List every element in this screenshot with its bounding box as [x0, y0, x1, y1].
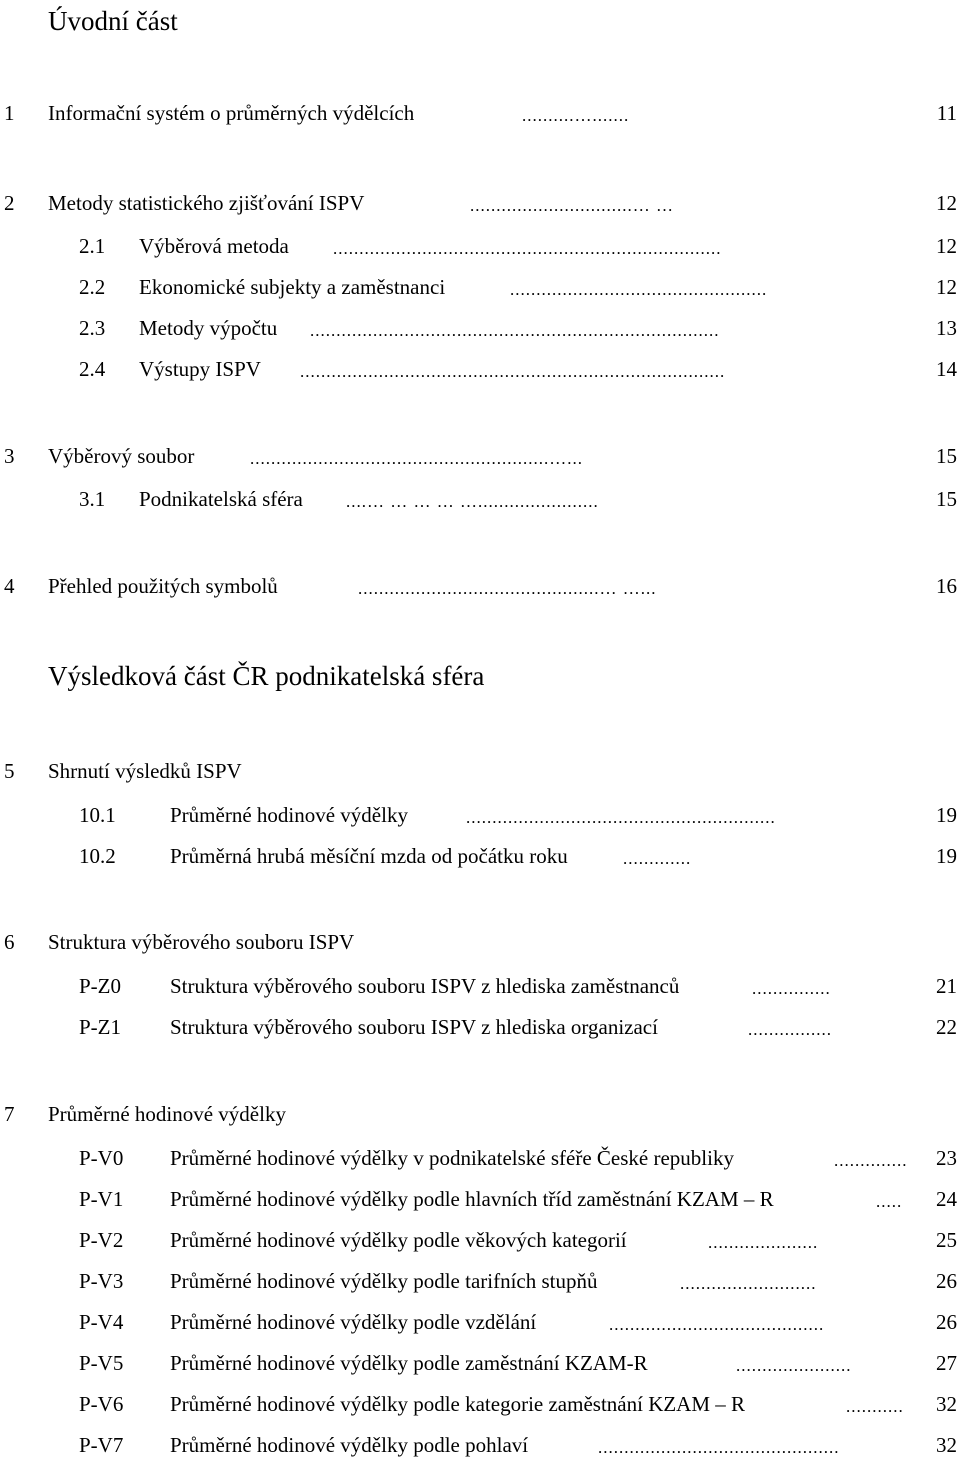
toc-leader: ..............................................… …... [358, 580, 657, 597]
toc-title[interactable]: Průměrné hodinové výdělky podle zaměstnání KZAM-R [170, 1351, 648, 1375]
toc-leader: ....… … … … …....................... [346, 493, 599, 510]
toc-leader: .........................................................…... [250, 450, 583, 467]
toc-page: 22 [936, 1015, 957, 1039]
toc-title[interactable]: Průměrné hodinové výdělky podle věkových kategorií [170, 1228, 627, 1252]
toc-number: P-V0 [79, 1146, 124, 1170]
toc-number: P-V6 [79, 1392, 124, 1416]
toc-number: 2.3 [79, 316, 106, 340]
toc-title[interactable]: Průměrná hrubá měsíční mzda od počátku roku [170, 844, 568, 868]
toc-number: 10.1 [79, 803, 116, 827]
intro-heading: Úvodní část [48, 6, 178, 36]
toc-title[interactable]: Výstupy ISPV [139, 357, 261, 381]
toc-title[interactable]: Průměrné hodinové výdělky podle tarifních stupňů [170, 1269, 598, 1293]
toc-number: 1 [4, 101, 15, 125]
toc-title[interactable]: Struktura výběrového souboru ISPV z hlediska zaměstnanců [170, 974, 680, 998]
toc-leader: .............................................................................. [310, 322, 720, 339]
toc-title[interactable]: Struktura výběrového souboru ISPV [48, 930, 355, 954]
toc-leader: ................ [748, 1021, 832, 1038]
toc-leader: .......................... [680, 1275, 817, 1292]
toc-leader: ..........…....... [522, 107, 630, 124]
toc-leader: ........................................................... [466, 809, 776, 826]
toc-number: P-Z0 [79, 974, 121, 998]
toc-page: 14 [936, 357, 957, 381]
toc-number: P-Z1 [79, 1015, 121, 1039]
toc-number: 2.4 [79, 357, 106, 381]
toc-leader: .............. [834, 1152, 907, 1169]
toc-leader: ................................................. [510, 281, 768, 298]
toc-number: P-V2 [79, 1228, 124, 1252]
toc-title[interactable]: Průměrné hodinové výdělky podle kategorie zaměstnání KZAM – R [170, 1392, 746, 1416]
toc-number: 6 [4, 930, 15, 954]
toc-number: 4 [4, 574, 15, 598]
toc-page: 32 [936, 1392, 957, 1416]
toc-page: 13 [936, 316, 957, 340]
toc-number: 5 [4, 759, 15, 783]
toc-page: 26 [936, 1310, 957, 1334]
toc-title[interactable]: Shrnutí výsledků ISPV [48, 759, 242, 783]
toc-number: 3.1 [79, 487, 106, 511]
toc-title[interactable]: Přehled použitých symbolů [48, 574, 278, 598]
toc-title[interactable]: Výběrový soubor [48, 444, 195, 468]
toc-page: 12 [936, 275, 957, 299]
toc-leader: ...................... [736, 1357, 852, 1374]
toc-title[interactable]: Podnikatelská sféra [139, 487, 303, 511]
toc-page: 15 [936, 487, 957, 511]
toc-title[interactable]: Průměrné hodinové výdělky podle vzdělání [170, 1310, 537, 1334]
toc-page: 12 [936, 191, 957, 215]
toc-page: 32 [936, 1433, 957, 1457]
toc-number: 10.2 [79, 844, 116, 868]
toc-leader: ........... [846, 1398, 904, 1415]
toc-title[interactable]: Metody statistického zjišťování ISPV [48, 191, 365, 215]
toc-title[interactable]: Informační systém o průměrných výdělcích [48, 101, 415, 125]
toc-title[interactable]: Metody výpočtu [139, 316, 278, 340]
toc-title[interactable]: Průměrné hodinové výdělky [170, 803, 408, 827]
toc-number: 3 [4, 444, 15, 468]
toc-number: P-V3 [79, 1269, 124, 1293]
toc-page: 16 [936, 574, 957, 598]
toc-number: P-V1 [79, 1187, 124, 1211]
toc-number: 2.2 [79, 275, 106, 299]
toc-number: 2.1 [79, 234, 106, 258]
toc-leader: ...............................… … [470, 197, 674, 214]
toc-title[interactable]: Průměrné hodinové výdělky [48, 1102, 286, 1126]
toc-page: 24 [936, 1187, 957, 1211]
toc-leader: ................................................................................. [300, 363, 726, 380]
toc-number: P-V7 [79, 1433, 124, 1457]
toc-leader: ..... [876, 1193, 903, 1210]
results-heading: Výsledková část ČR podnikatelská sféra [48, 661, 485, 691]
toc-leader: ............... [752, 980, 831, 997]
toc-page: 12 [936, 234, 957, 258]
toc-page: 19 [936, 803, 957, 827]
toc-page: 23 [936, 1146, 957, 1170]
toc-leader: ............. [623, 850, 692, 867]
toc-page: 27 [936, 1351, 957, 1375]
toc-page: 21 [936, 974, 957, 998]
toc-title[interactable]: Ekonomické subjekty a zaměstnanci [139, 275, 446, 299]
toc-title[interactable]: Průměrné hodinové výdělky podle hlavních tříd zaměstnání KZAM – R [170, 1187, 774, 1211]
toc-title[interactable]: Struktura výběrového souboru ISPV z hlediska organizací [170, 1015, 658, 1039]
toc-page: 15 [936, 444, 957, 468]
toc-title[interactable]: Průměrné hodinové výdělky podle pohlaví [170, 1433, 529, 1457]
toc-leader: .......................................................................... [333, 240, 722, 257]
toc-number: P-V4 [79, 1310, 124, 1334]
toc-page: 25 [936, 1228, 957, 1252]
toc-number: 7 [4, 1102, 15, 1126]
toc-leader: ..................... [708, 1234, 819, 1251]
toc-title[interactable]: Výběrová metoda [139, 234, 289, 258]
toc-leader: .............................................. [598, 1439, 840, 1456]
toc-number: 2 [4, 191, 15, 215]
toc-number: P-V5 [79, 1351, 124, 1375]
toc-page: 19 [936, 844, 957, 868]
toc-leader: ......................................... [609, 1316, 825, 1333]
toc-page: 26 [936, 1269, 957, 1293]
toc-page: 11 [936, 101, 957, 125]
toc-title[interactable]: Průměrné hodinové výdělky v podnikatelské sféře České republiky [170, 1146, 734, 1170]
